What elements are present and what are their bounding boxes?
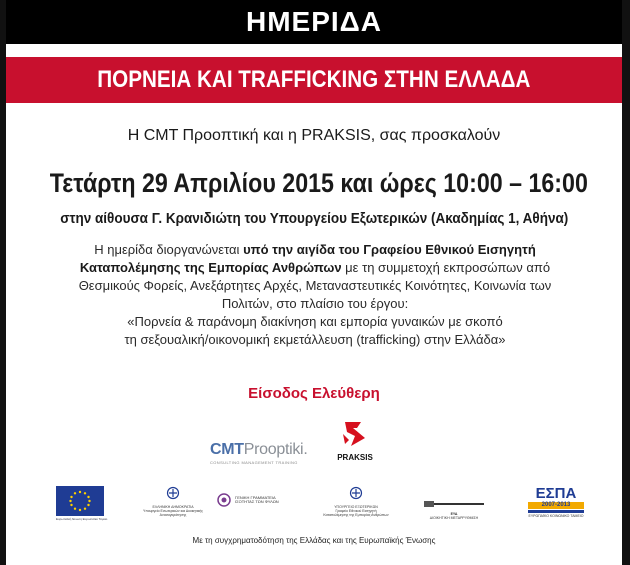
description-line-3: Θεσμικούς Φορείς, Ανεξάρτητες Αρχές, Μεταναστευτικές Κοινότητες, Κοινωνία των [78,278,552,293]
espa-stripe [528,510,584,513]
event-venue [6,210,622,227]
ministry-interior-logo [138,486,208,517]
subtitle-banner [6,57,622,103]
description-line-4: Πολιτών, στο πλαίσιο του έργου: [221,296,409,311]
event-venue-text: στην αίθουσα Γ. Κρανιδιώτη του Υπουργείου Εξωτερικών (Ακαδημίας 1, Αθήνα) [59,210,569,227]
foreign-ministry-line-1: ΥΠΟΥΡΓΕΙΟ ΕΞΩΤΕΡΙΚΩΝ [334,505,378,509]
cmt-prooptiki-logo [210,441,307,465]
event-datetime-text: Τετάρτη 29 Απριλίου 2015 και ώρες 10:00 – 16:00 [49,168,588,198]
espa-logo [524,486,588,518]
greek-emblem-icon [138,486,208,500]
admin-reform-logo [424,486,484,520]
espa-caption: ΕΥΡΩΠΑΪΚΟ ΚΟΙΝΩΝΙΚΟ ΤΑΜΕΙΟ [528,514,584,518]
foreign-ministry-line-2: Γραφείο Εθνικού Εισηγητή [335,509,377,513]
praksis-mark-icon [335,418,375,448]
eu-caption: Ευρωπαϊκή Ένωση Ευρωπαϊκό Ταμείο [56,517,108,521]
espa-years: 2007-2013 [528,502,584,509]
event-subtitle: ΠΟΡΝΕΙΑ ΚΑΙ TRAFFICKING ΣΤΗΝ ΕΛΛΑΔΑ [97,66,531,93]
description [60,241,570,349]
title-banner [6,0,622,44]
free-entrance: Είσοδος Ελεύθερη [248,385,380,402]
gender-equality-line-2: ΙΣΟΤΗΤΑΣ ΤΩΝ ΦΥΛΩΝ [235,499,279,504]
foreign-ministry-logo [316,486,396,517]
foreign-ministry-emblem-icon [316,486,396,500]
description-line-2: Καταπολέμησης της Εμπορίας Ανθρώπων με τη συμμετοχή εκπροσώπων από [79,260,551,275]
invitation-text: Η CMT Προοπτική και η PRAKSIS, σας προσκαλούν [127,127,501,144]
page-title: ΗΜΕΡΙΔΑ [245,6,383,37]
eu-flag-icon [56,486,104,516]
project-title-line-1: «Πορνεία & παράνομη διακίνηση και εμπορία γυναικών με σκοπό [127,314,503,329]
description-line-1: Η ημερίδα διοργανώνεται υπό την αιγίδα του Γραφείου Εθνικού Εισηγητή [94,242,536,257]
praksis-logo [330,418,380,462]
event-datetime [6,168,622,199]
gender-equality-line-1: ΓΕΝΙΚΗ ΓΡΑΜΜΑΤΕΙΑ [235,495,276,500]
banner-gap [6,44,622,57]
sponsor-logos [56,486,586,526]
right-border [622,0,630,565]
project-title-line-2: τη σεξουαλική/οικονομική εκμετάλλευση (trafficking) στην Ελλάδα» [124,332,506,347]
cofunding-note: Με τη συγχρηματοδότηση της Ελλάδας και της Ευρωπαϊκής Ένωσης [192,536,436,545]
admin-reform-line-2: ΔΙΟΙΚΗΤΙΚΗ ΜΕΤΑΡΡΥΘΜΙΣΗ [429,516,479,520]
praksis-name: PRAKSIS [337,453,373,462]
cmt-name: CMTProoptiki. [210,441,308,458]
admin-reform-line-1: ΕΥΔ [450,512,458,516]
cmt-tagline: CONSULTING MANAGEMENT TRAINING [210,460,298,465]
admin-reform-stripe-icon [424,501,484,507]
gender-equality-icon [216,492,232,508]
gender-equality-logo [216,486,294,508]
eu-flag-logo [56,486,108,521]
ministry-interior-line-2: Υπουργείο Εσωτερικών και Διοικητικής Ανασυγκρότησης [143,509,203,517]
ministry-interior-line-1: ΕΛΛΗΝΙΚΗ ΔΗΜΟΚΡΑΤΙΑ [152,505,194,509]
foreign-ministry-line-3: Καταπολέμησης της Εμπορίας Ανθρώπων [323,513,389,517]
espa-title: ΕΣΠΑ [535,485,577,502]
